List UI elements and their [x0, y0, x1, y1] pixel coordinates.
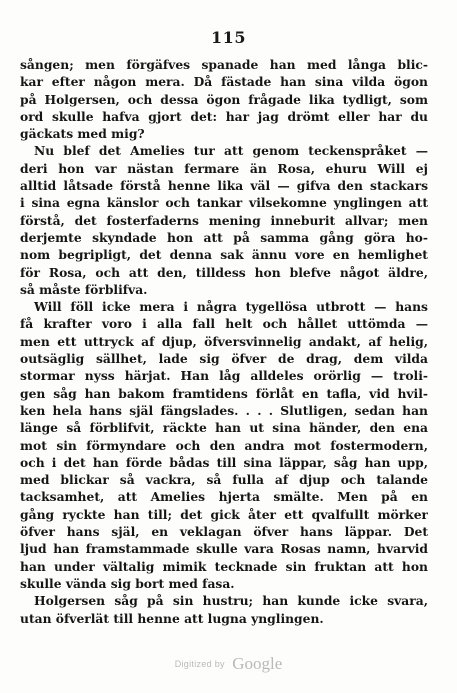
text-line: tacksamhet, att Amelies hjerta smälte. Men på en	[20, 489, 428, 505]
text-line: deri hon var nästan fermare än Rosa, ehuru Will ej	[20, 160, 428, 176]
paragraph	[20, 142, 428, 298]
text-line: för Rosa, och att den, tilldess hon blefve något äldre,	[20, 264, 428, 280]
text-line: derjemte skyndade hon att på samma gång göra ho-	[20, 229, 428, 245]
text-line: kar efter någon mera. Då fästade han sina vilda ögon	[20, 74, 428, 90]
text-line: gen såg han bakom framtidens förlåt en tafla, vid hvil-	[20, 385, 428, 401]
paragraph	[20, 298, 428, 592]
text-line: skulle vända sig bort med fasa.	[20, 575, 235, 591]
text-line: Will föll icke mera i några tygellösa utbrott — hans	[34, 299, 428, 315]
watermark-prefix: Digitized by	[174, 659, 225, 669]
text-line: förstå, det fosterfaderns mening inneburit allvar; men	[20, 212, 428, 228]
text-line: Nu blef det Amelies tur att genom teckenspråket —	[34, 143, 428, 159]
paragraph	[20, 592, 428, 627]
text-line: med blickar så vackra, så fulla af djup och talande	[20, 472, 428, 488]
text-line: gång ryckte han till; det gick åter ett qvalfullt mörker	[20, 506, 428, 522]
text-line: sången; men förgäfves spanade han med långa blic-	[20, 57, 428, 72]
text-line: och i det han förde bådas till sina läppar, såg han upp,	[20, 454, 428, 470]
text-line: så måste förblifva.	[20, 281, 148, 297]
text-line: gäckats med mig?	[20, 126, 145, 142]
text-line: utan öfverlät till henne att lugna ynglingen.	[20, 610, 324, 626]
text-line: ljud han framstammade skulle vara Rosas namn, hvarvid	[20, 541, 428, 557]
text-line: mot sin förmyndare och den andra mot fostermodern,	[20, 437, 428, 453]
body-text	[20, 56, 428, 627]
text-line: nom begripligt, det denna sak ännu vore en hemlighet	[20, 247, 428, 263]
text-line: ken hela hans själ fängslades. . . . Slutligen, sedan han	[20, 402, 428, 418]
text-line: få krafter voro i alla fall helt och hållet uttömda —	[20, 316, 428, 332]
text-line: länge så förblifvit, räckte han ut sina händer, den ena	[20, 420, 428, 436]
google-logo: Google	[232, 654, 283, 673]
text-line: ord skulle hafva gjort det: har jag drömt eller har du	[20, 108, 428, 124]
text-line: han under vältalig mimik tecknade sin fruktan att hon	[20, 558, 428, 574]
text-line: men ett uttryck af djup, öfversvinnelig andakt, af helig,	[20, 333, 428, 349]
text-line: outsäglig sällhet, lade sig öfver de drag, dem vilda	[20, 351, 428, 367]
text-line: Holgersen såg på sin hustru; han kunde icke svara,	[34, 593, 428, 609]
text-line: på Holgersen, och dessa ögon frågade lika tydligt, som	[20, 91, 428, 107]
text-line: alltid låtsade förstå henne lika väl — gifva den stackars	[20, 178, 428, 194]
text-line: stormar nyss härjat. Han låg alldeles orörlig — troli-	[20, 368, 428, 384]
page-number: 115	[211, 28, 246, 47]
digitized-watermark	[0, 654, 457, 674]
text-line: i sina egna känslor och tankar vilsekomne ynglingen att	[20, 195, 428, 211]
paragraph	[20, 56, 428, 142]
text-line: öfver hans själ, en veklagan öfver hans läppar. Det	[20, 524, 428, 540]
